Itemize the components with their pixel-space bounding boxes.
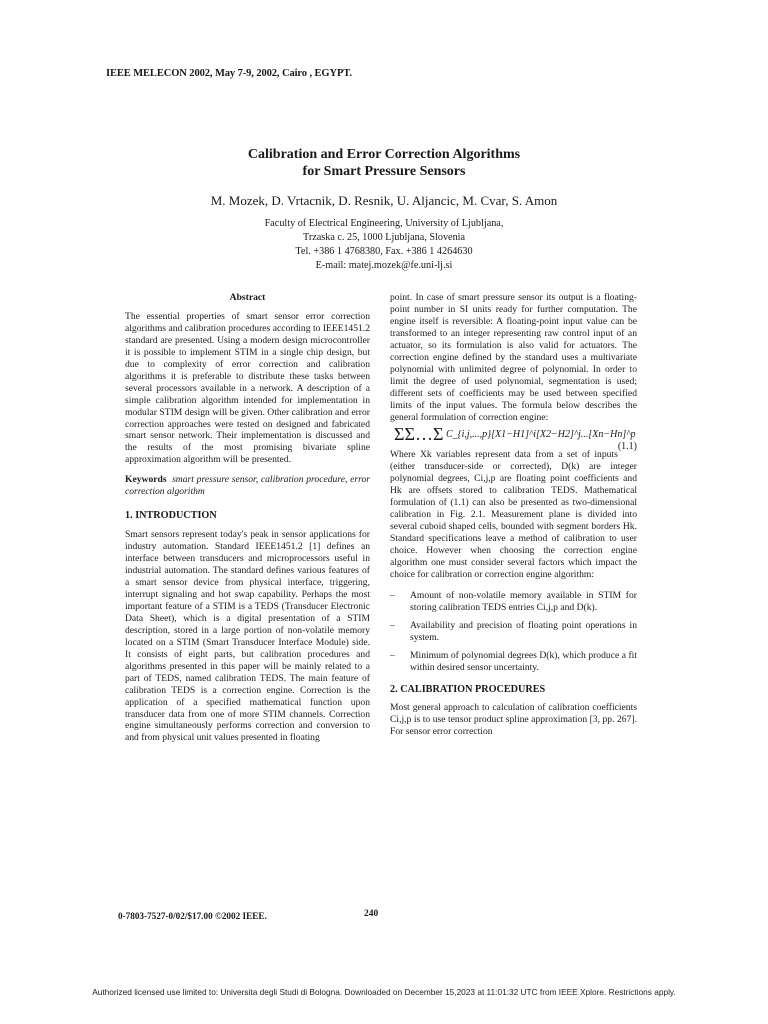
paper-title-line2: for Smart Pressure Sensors [302,164,466,179]
keywords-label: Keywords [125,474,167,486]
formula-body: C_{i,j,...,p}[X1−H1]^i[X2−H2]^j...[Xn−Hn]^p [445,429,636,441]
list-item: – Minimum of polynomial degrees D(k), which produce a fit within desired sensor uncertainty. [390,649,637,673]
keywords [125,474,370,498]
affiliation-line1: Faculty of Electrical Engineering, University of Ljubljana, [264,218,504,229]
list-item: – Amount of non-volatile memory available in STIM for storing calibration TEDS entries Ci,j,p and D(k). [390,589,637,613]
abstract-heading: Abstract [229,292,266,303]
section-2-heading: 2. CALIBRATION PROCEDURES [390,683,546,695]
list-item: – Availability and precision of floating point operations in system. [390,619,637,643]
keywords-text: smart pressure sensor, calibration procedure, error correction algorithm [125,474,370,498]
affiliation-email: E-mail: matej.mozek@fe.uni-lj.si [315,260,453,271]
paper-title-line1: Calibration and Error Correction Algorithms [247,147,521,162]
intro-text: Smart sensors represent today's peak in sensor applications for industry automation. Standard IEEE1451.2 [1] defines an interface between transducers and microprocessors useful in industrial automation. The standard defines various features of a smart sensor device from physical interface, triggering, interrupt signaling and hot swap capability. Perhaps the most important feature of a STIM is a TEDS (Transducer Electronic Data Sheet), which is a digital presentation of a STIM description, stored in a large portion of non-volatile memory located on a STIM (Smart Transducer Interface Module) side. It consists of eight parts, but calibration procedures and algorithms presented in this paper will be mainly related to a part of TEDS, named calibration TEDS. The main feature of calibration TEDS is a correction engine. Correction is the application of a specified mathematical function upon transducer data from one of more STIM channels. Correction engine simultaneously performs correction and conversion to and from physical unit values presented in floating [125,529,370,744]
authorized-use-notice: Authorized licensed use limited to: Universita degli Studi di Bologna. Downloaded on December 15,2023 at 11:01:32 UTC from IEEE Xplore. Restrictions apply. [92,987,676,997]
abstract-text: The essential properties of smart sensor error correction algorithms and calibration procedures according to IEEE1451.2 standard are presented. Using a modern design microcontroller it is possible to implement STIM in a single chip design, but due to complexity of error correction and calibration algorithms it is preferable to distribute these tasks between several processors available in a network. A description of a simple calibration algorithm intended for implementation in modular STIM design will be given. Other calibration and error correction approaches were tested on designed and fabricated smart sensor network. Their implementation is discussed and the results of the most promising bivariate spline approximation algorithm will be presented. [125,310,370,466]
formula-number: (1.1) [617,441,637,453]
page-number: 240 [364,909,379,919]
right-para-2: Where Xk variables represent data from a set of inputs (either transducer-side or corrected), D(k) are integer polynomial degrees, Ci,j,p are floating point coefficients and Hk are offsets stored to calibration TEDS. Mathematical formulation of (1.1) can also be presented as two-dimensional calibration in Fig. 2.1. Measurement plane is divided into several cuboid shaped cells, bounded with segment borders Hk. Standard specifications leave a method of calibration to user choice. However when choosing the correction engine algorithm one must consider several factors which impact the choice for calibration or correction engine algorithm: [390,449,637,580]
section-1-heading: 1. INTRODUCTION [125,510,217,522]
right-para-1: point. In case of smart pressure sensor its output is a floating-point number in SI units ready for further computation. The engine itself is reversible: A floating-point input value can be transformed to an integer representing raw control input of an actuator, so its formulation is also valid for actuators. The correction engine defined by the standard uses a multivariate polynomial with unlimited degree of polynomial. In order to limit the degree of used polynomial, segmentation is used; different sets of coefficients may be used between specified limits of the input values. The formula below describes the general formulation of correction engine: [390,292,637,423]
factor-list [390,590,637,674]
affiliation [0,217,768,273]
authors: M. Mozek, D. Vrtacnik, D. Resnik, U. Aljancic, M. Cvar, S. Amon [210,193,558,208]
right-column [390,292,637,737]
left-column [125,292,370,744]
affiliation-line3: Tel. +386 1 4768380, Fax. +386 1 4264630 [295,246,473,257]
section-2-text: Most general approach to calculation of calibration coefficients Ci,j,p is to use tensor product spline approximation [3, pp. 267]. For sensor error correction [390,701,637,737]
sum-symbols: ΣΣ…Σ [394,424,444,445]
conference-header: IEEE MELECON 2002, May 7-9, 2002, Cairo , EGYPT. [106,68,352,79]
correction-formula [394,424,637,453]
copyright-line: 0-7803-7527-0/02/$17.00 ©2002 IEEE. [118,911,267,921]
affiliation-line2: Trzaska c. 25, 1000 Ljubljana, Slovenia [302,232,466,243]
